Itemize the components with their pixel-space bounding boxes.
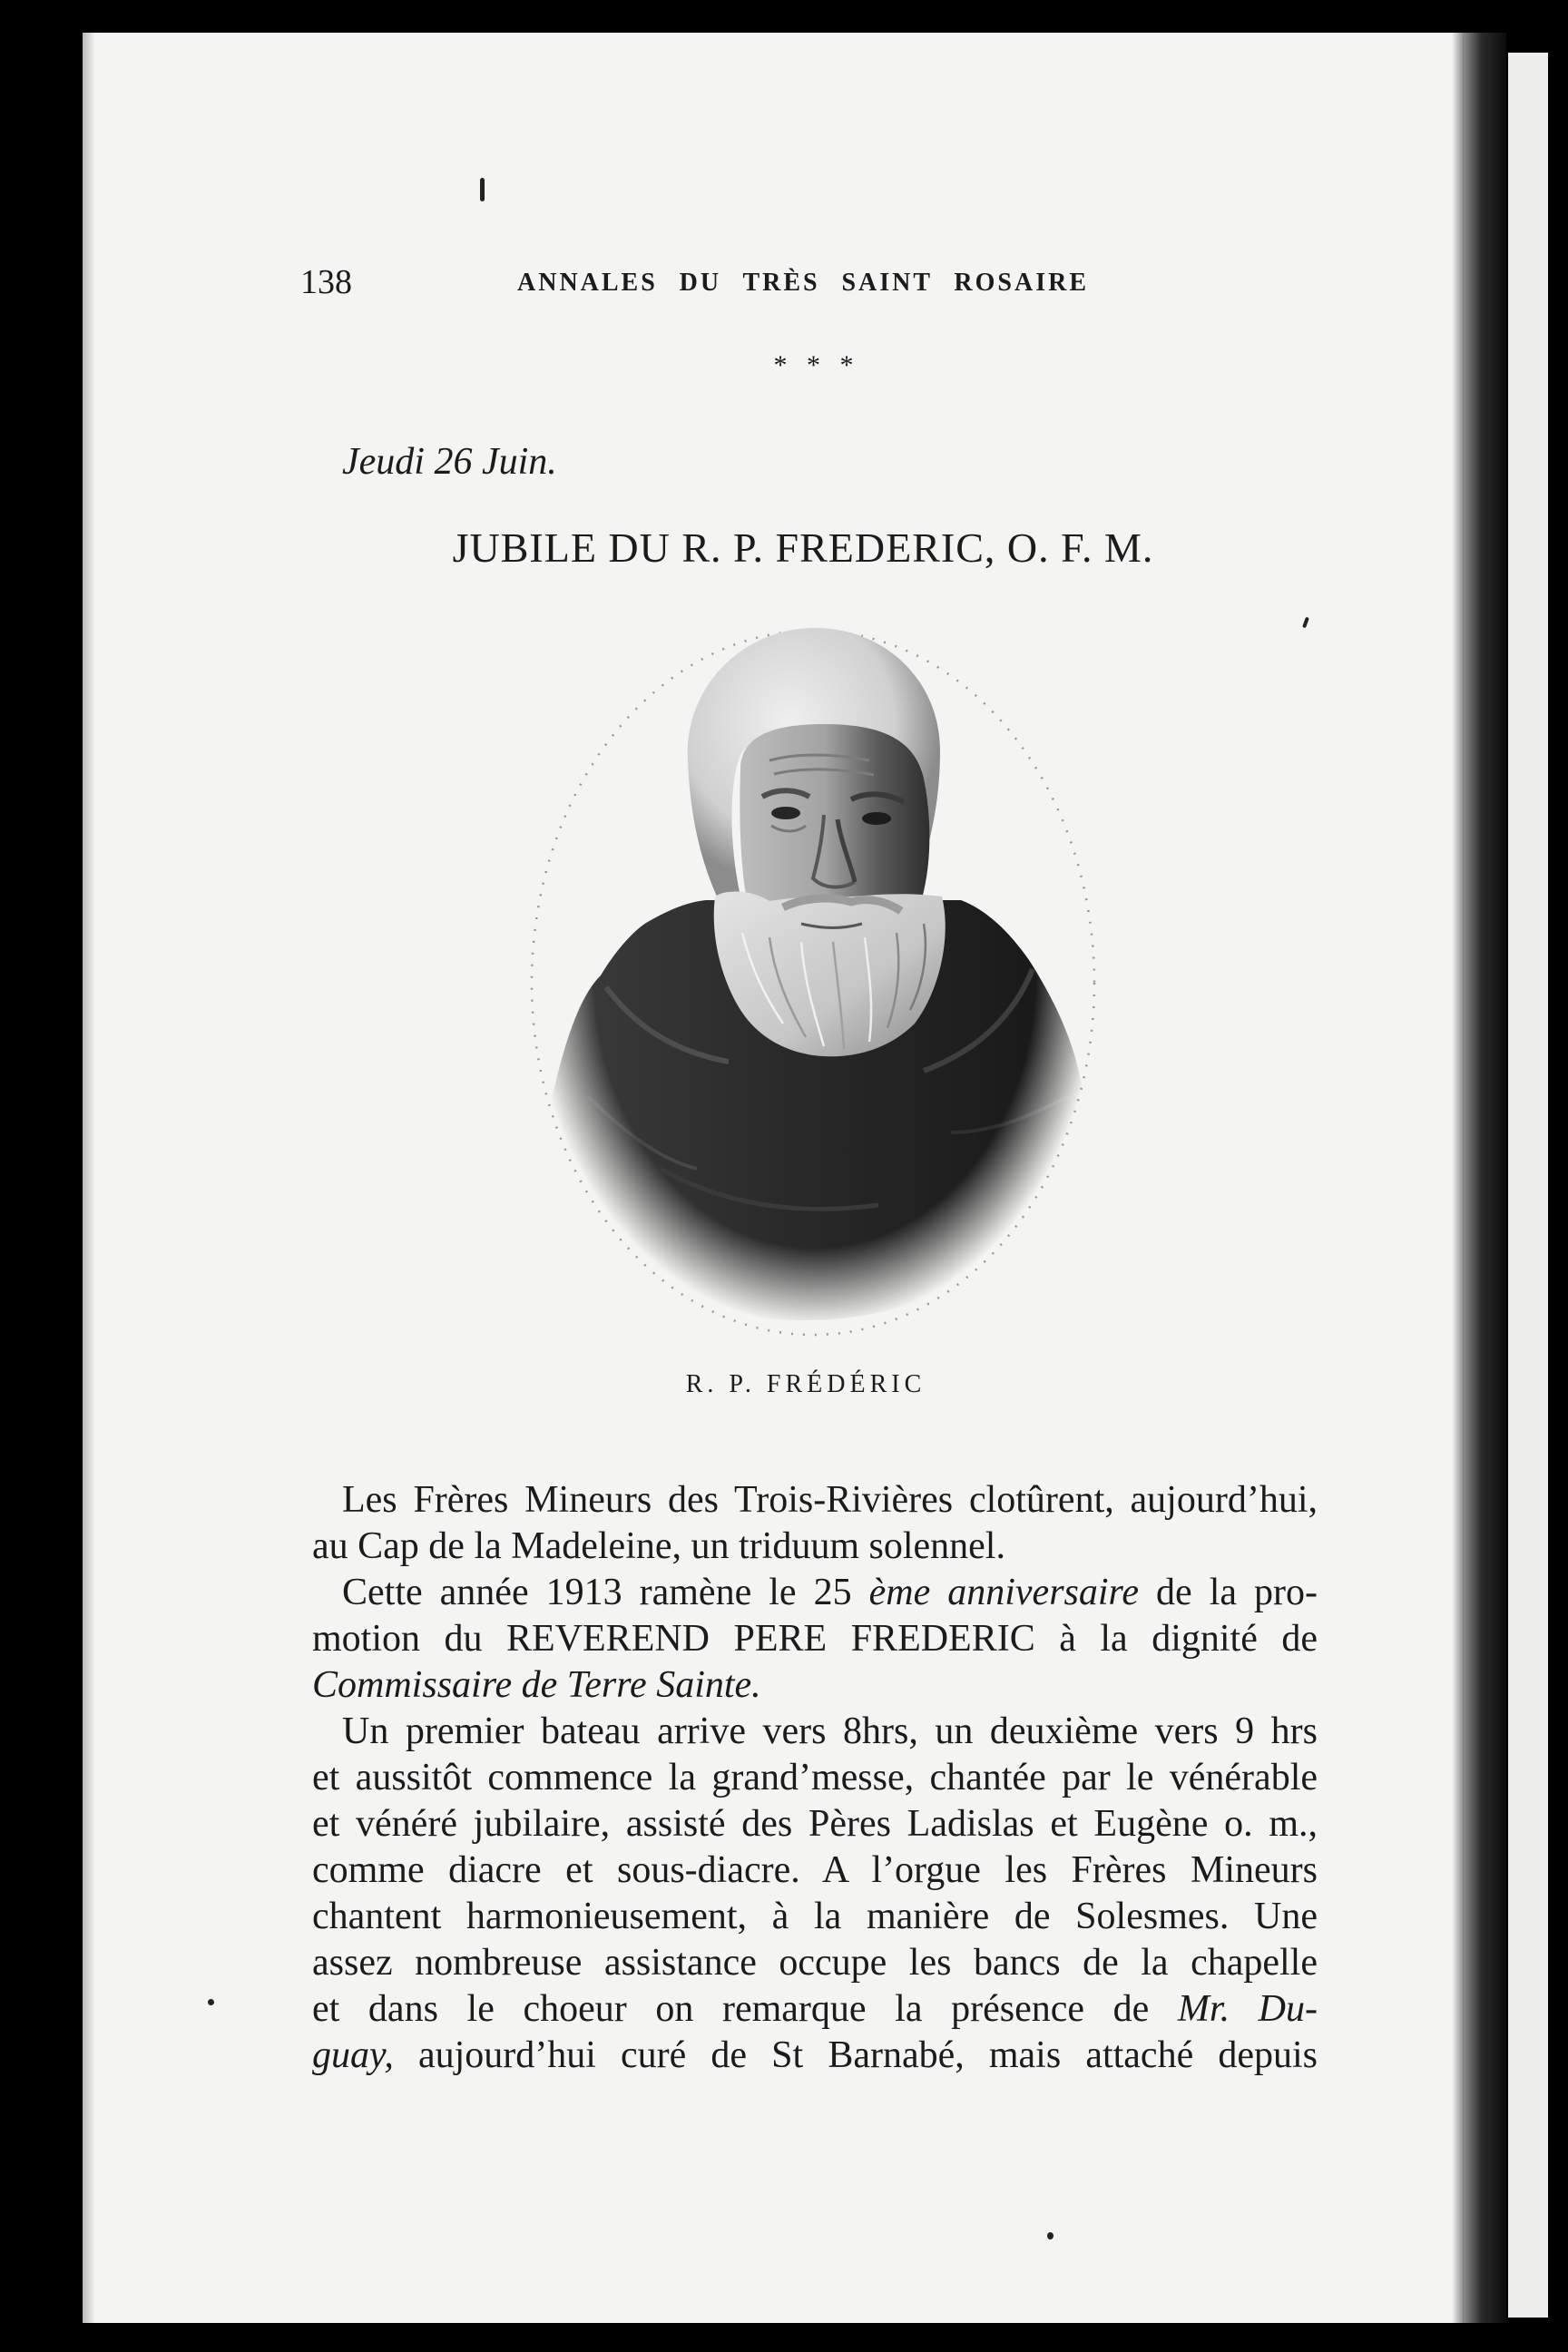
scan-speck — [1047, 2232, 1054, 2239]
spine-shadow — [1452, 33, 1506, 2323]
body-line — [312, 1755, 1318, 1801]
line-text-italic: Commissaire de Terre Sainte. — [312, 1664, 761, 1706]
line-text: et dans le choeur on remarque la présence de — [312, 1988, 1178, 2030]
scan-speck — [480, 178, 485, 201]
body-line — [312, 1662, 1318, 1709]
portrait-caption: R. P. FRÉDÉRIC — [685, 1370, 926, 1398]
line-text: et vénéré jubilaire, assisté des Pères Ladislas et Eugène o. m., — [312, 1803, 1318, 1845]
line-text: motion du REVEREND PERE FREDERIC à la dignité de — [312, 1618, 1318, 1660]
section-break: * * * — [773, 350, 860, 380]
line-text: chantent harmonieusement, à la manière de Solesmes. Une — [312, 1896, 1318, 1937]
line-text-italic: Mr. Du- — [1177, 1988, 1318, 2030]
page-left-edge — [83, 33, 95, 2323]
body-line — [312, 1801, 1318, 1847]
facing-page-edge — [1508, 53, 1548, 2318]
line-text-italic: guay, — [312, 2034, 394, 2076]
line-text: au Cap de la Madeleine, un triduum solennel. — [312, 1525, 1005, 1567]
body-text — [312, 1477, 1318, 2079]
line-text: Cette année 1913 ramène le 25 — [342, 1572, 869, 1613]
line-text: assez nombreuse assistance occupe les bancs de la chapelle — [312, 1942, 1318, 1984]
portrait-eye-left — [771, 807, 800, 819]
body-line — [312, 1894, 1318, 1940]
article-title: JUBILE DU R. P. FREDERIC, O. F. M. — [452, 524, 1154, 571]
body-line — [312, 1986, 1318, 2033]
line-text: comme diacre et sous-diacre. A l’orgue les Frères Mineurs — [312, 1849, 1318, 1891]
portrait-eye-right — [862, 812, 891, 825]
body-line — [312, 1940, 1318, 1986]
line-text-italic: ème anniversaire — [868, 1572, 1139, 1613]
line-text: Les Frères Mineurs des Trois-Rivières clotûrent, aujourd’hui, — [342, 1479, 1318, 1521]
body-line — [312, 1477, 1318, 1524]
dateline: Jeudi 26 Juin. — [342, 441, 557, 483]
body-line — [312, 1616, 1318, 1662]
line-text: Un premier bateau arrive vers 8hrs, un deuxième vers 9 hrs — [342, 1710, 1318, 1752]
body-line — [312, 1570, 1318, 1616]
running-head-title: ANNALES DU TRÈS SAINT ROSAIRE — [517, 269, 1089, 297]
body-line — [312, 1524, 1318, 1570]
line-text: aujourd’hui curé de St Barnabé, mais attaché depuis — [393, 2034, 1318, 2076]
body-line — [312, 1847, 1318, 1894]
page-number: 138 — [300, 263, 352, 301]
body-line — [312, 2033, 1318, 2079]
line-text: de la pro- — [1139, 1572, 1318, 1613]
body-line — [312, 1709, 1318, 1755]
portrait-photo — [524, 624, 1105, 1341]
scan-speck — [208, 1999, 214, 2005]
line-text: et aussitôt commence la grand’messe, chantée par le vénérable — [312, 1757, 1318, 1798]
